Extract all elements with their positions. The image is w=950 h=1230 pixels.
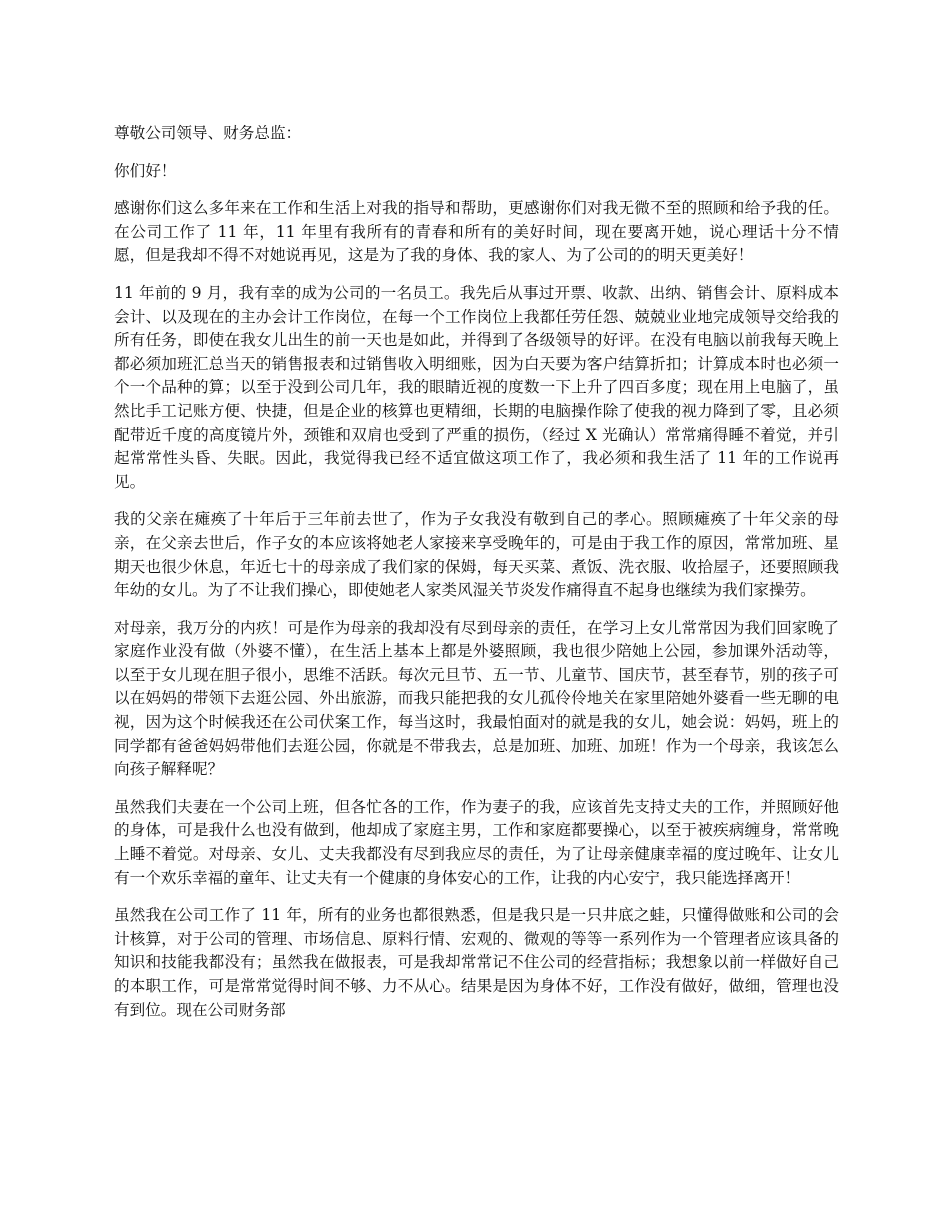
paragraph-parents: 我的父亲在瘫痪了十年后于三年前去世了，作为子女我没有敬到自己的孝心。照顾瘫痪了十年父亲的母亲，在父亲去世后，作子女的本应该将她老人家接来享受晚年的，可是由于我工作的原因，常常加班、星期天也很少休息，年近七十的母亲成了我们家的保姆，每天买菜、煮饭、洗衣服、收拾屋子，还要照顾我年幼的女儿。为了不让我们操心，即使她老人家类风湿关节炎发作痛得直不起身也继续为我们家操劳。 [114, 510, 839, 600]
paragraph-daughter: 对母亲，我万分的内疚！可是作为母亲的我却没有尽到母亲的责任，在学习上女儿常常因为我们回家晚了家庭作业没有做（外婆不懂），在生活上基本上都是外婆照顾，我也很少陪她上公园，参加课外活动等，以至于女儿现在胆子很小，思维不活跃。每次元旦节、五一节、儿童节、国庆节，甚至春节，别的孩子可以在妈妈的带领下去逛公园、外出旅游，而我只能把我的女儿孤伶伶地关在家里陪她外婆看一些无聊的电视，因为这个时候我还在公司伏案工作，每当这时，我最怕面对的就是我的女儿，她会说：妈妈，班上的同学都有爸爸妈妈带他们去逛公园，你就是不带我去，总是加班、加班、加班！作为一个母亲，我该怎么向孩子解释呢？ [114, 618, 839, 779]
greeting: 你们好！ [114, 161, 177, 180]
paragraph-work-history: 11 年前的 9 月，我有幸的成为公司的一名员工。我先后从事过开票、收款、出纳、销售会计、原料成本会计、以及现在的主办会计工作岗位，在每一个工作岗位上我都任劳任怨、兢兢业业地完成领导交给我的所有任务，即使在我女儿出生的前一天也是如此，并得到了各级领导的好评。在没有电脑以前我每天晚上都必须加班汇总当天的销售报表和过销售收入明细账，因为白天要为客户结算折扣；计算成本时也必须一个一个品种的算；以至于没到公司几年，我的眼睛近视的度数一下上升了四百多度；现在用上电脑了，虽然比手工记账方便、快捷，但是企业的核算也更精细，长期的电脑操作除了使我的视力降到了零，且必须配带近千度的高度镜片外，颈锥和双肩也受到了严重的损伤，（经过 X 光确认）常常痛得睡不着觉，并引起常常性头昏、失眠。因此，我觉得我已经不适宜做这项工作了，我必须和我生活了 11 年的工作说再见。 [114, 283, 839, 491]
salutation: 尊敬公司领导、财务总监： [114, 124, 302, 142]
paragraph-ability: 虽然我在公司工作了 11 年，所有的业务也都很熟悉，但是我只是一只井底之蛙，只懂得做账和公司的会计核算，对于公司的管理、市场信息、原料行情、宏观的、微观的等等一系列作为一个管理者应该具备的知识和技能我都没有；虽然我在做报表，可是我却常常记不住公司的经营指标；我想象以前一样做好自己的本职工作，可是常常觉得时间不够、力不从心。结果是因为身体不好，工作没有做好，做细，管理也没有到位。现在公司财务部 [114, 906, 839, 1019]
letter-document [114, 122, 839, 1036]
paragraph-thanks: 感谢你们这么多年来在工作和生活上对我的指导和帮助，更感谢你们对我无微不至的照顾和给予我的任。在公司工作了 11 年，11 年里有我所有的青春和所有的美好时间，现在要离开她，说心理话十分不情愿，但是我却不得不对她说再见，这是为了我的身体、我的家人、为了公司的的明天更美好！ [114, 199, 839, 265]
paragraph-husband: 虽然我们夫妻在一个公司上班，但各忙各的工作，作为妻子的我，应该首先支持丈夫的工作，并照顾好他的身体，可是我什么也没有做到，他却成了家庭主男，工作和家庭都要操心，以至于被疾病缠身，常常晚上睡不着觉。对母亲、女儿、丈夫我都没有尽到我应尽的责任，为了让母亲健康幸福的度过晚年、让女儿有一个欢乐幸福的童年、让丈夫有一个健康的身体安心的工作，让我的内心安宁，我只能选择离开！ [114, 797, 839, 887]
